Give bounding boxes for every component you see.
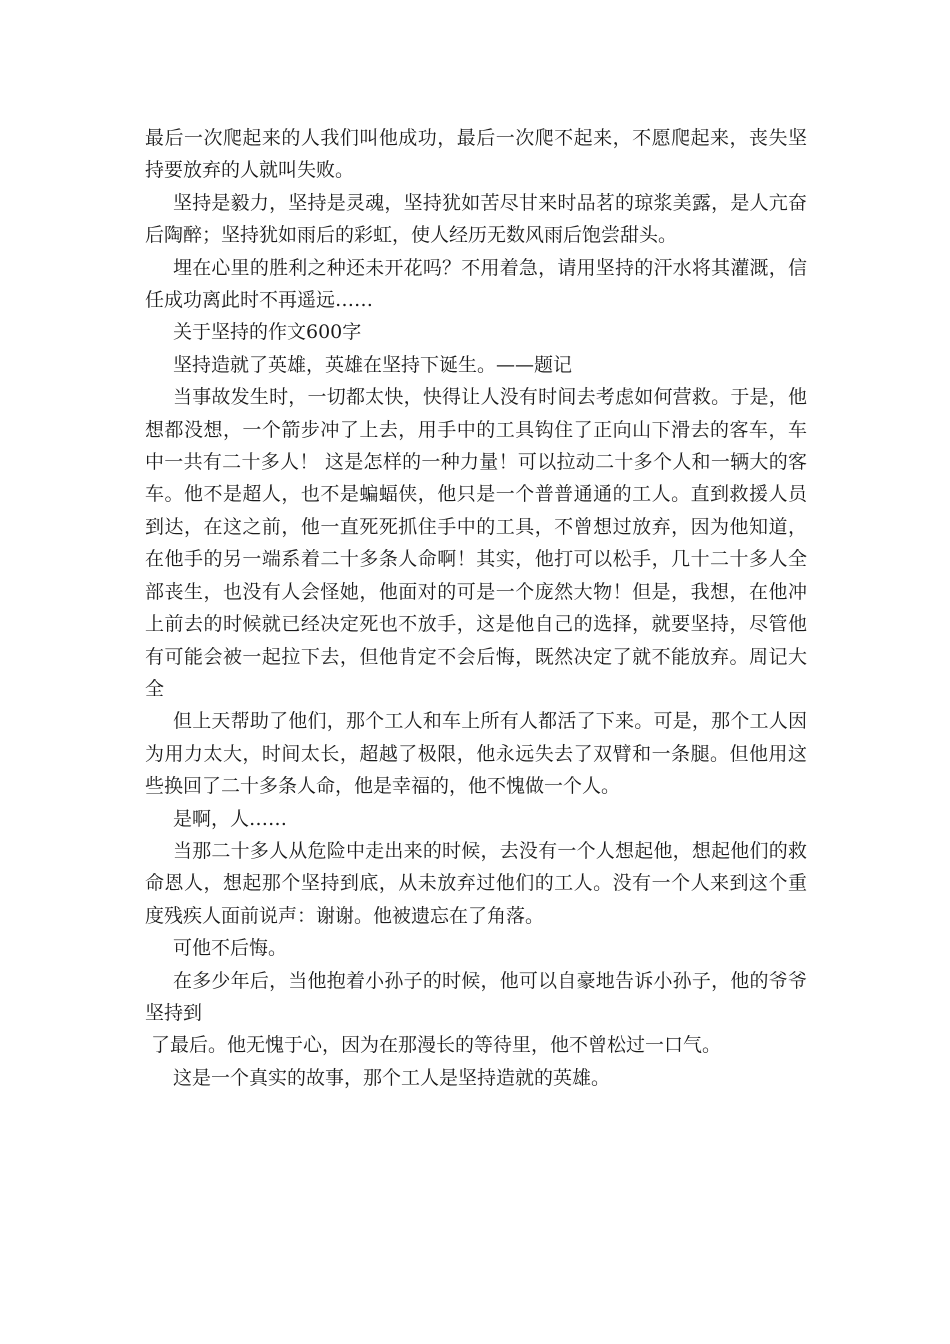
paragraph-survival: 但上天帮助了他们，那个工人和车上所有人都活了下来。可是，那个工人因为用力太大，时间太长，超越了极限，他永远失去了双臂和一条腿。但他用这些换回了二十多条人命，他是幸福的，他不愧做一个人。 — [145, 710, 807, 798]
essay-title: 关于坚持的作文600字 — [173, 321, 362, 344]
paragraph-true-story: 这是一个真实的故事，那个工人是坚持造就的英雄。 — [173, 1066, 611, 1089]
epigraph: 坚持造就了英雄，英雄在坚持下诞生。——题记 — [173, 353, 573, 376]
paragraph-persistence-soul: 坚持是毅力，坚持是灵魂，坚持犹如苦尽甘来时品茗的琼浆美露，是人亢奋后陶醉；坚持犹如雨后的彩虹，使人经历无数风雨后饱尝甜头。 — [145, 191, 807, 247]
document-body — [145, 122, 807, 1094]
paragraph-forgotten: 当那二十多人从危险中走出来的时候，去没有一个人想起他，想起他们的救命恩人，想起那个坚持到底，从未放弃过他们的工人。没有一个人来到这个重度残疾人面前说声：谢谢。他被遗忘在了角落。 — [145, 839, 807, 927]
paragraph-no-regret: 可他不后悔。 — [173, 937, 288, 960]
paragraph-grandson: 在多少年后，当他抱着小孙子的时候，他可以自豪地告诉小孙子，他的爷爷坚持到 — [145, 969, 807, 1024]
paragraph-accident: 当事故发生时，一切都太快，快得让人没有时间去考虑如何营救。于是，他想都没想，一个箭步冲了上去，用手中的工具钩住了正向山下滑去的客车，车中一共有二十多人！ 这是怎样的一种力量！可以拉动二十多个人和一辆大的客车。他不是超人，也不是蝙蝠侠，他只是一个普普通通的工人。直到救援人员到达，在这之前，他一直死死抓住手中的工具，不曾想过放弃，因为他知道，在他手的另一端系着二十多条人命啊！其实，他打可以松手，几十二十多人全部丧生，也没有人会怪她，他面对的可是一个庞然大物！但是，我想，在他冲上前去的时候就已经决定死也不放手，这是他自己的选择，就要坚持，尽管他有可能会被一起拉下去，但他肯定不会后悔，既然决定了就不能放弃。周记大全 — [145, 386, 807, 700]
paragraph-success-failure: 最后一次爬起来的人我们叫他成功，最后一次爬不起来，不愿爬起来，丧失坚持要放弃的人就叫失败。 — [145, 127, 807, 182]
paragraph-yes-human: 是啊，人…… — [173, 807, 288, 830]
paragraph-till-the-end: 了最后。他无愧于心，因为在那漫长的等待里，他不曾松过一口气。 — [151, 1034, 722, 1057]
paragraph-seed-of-victory: 埋在心里的胜利之种还未开花吗？不用着急，请用坚持的汗水将其灌溉，信任成功离此时不再遥远…… — [145, 256, 807, 312]
